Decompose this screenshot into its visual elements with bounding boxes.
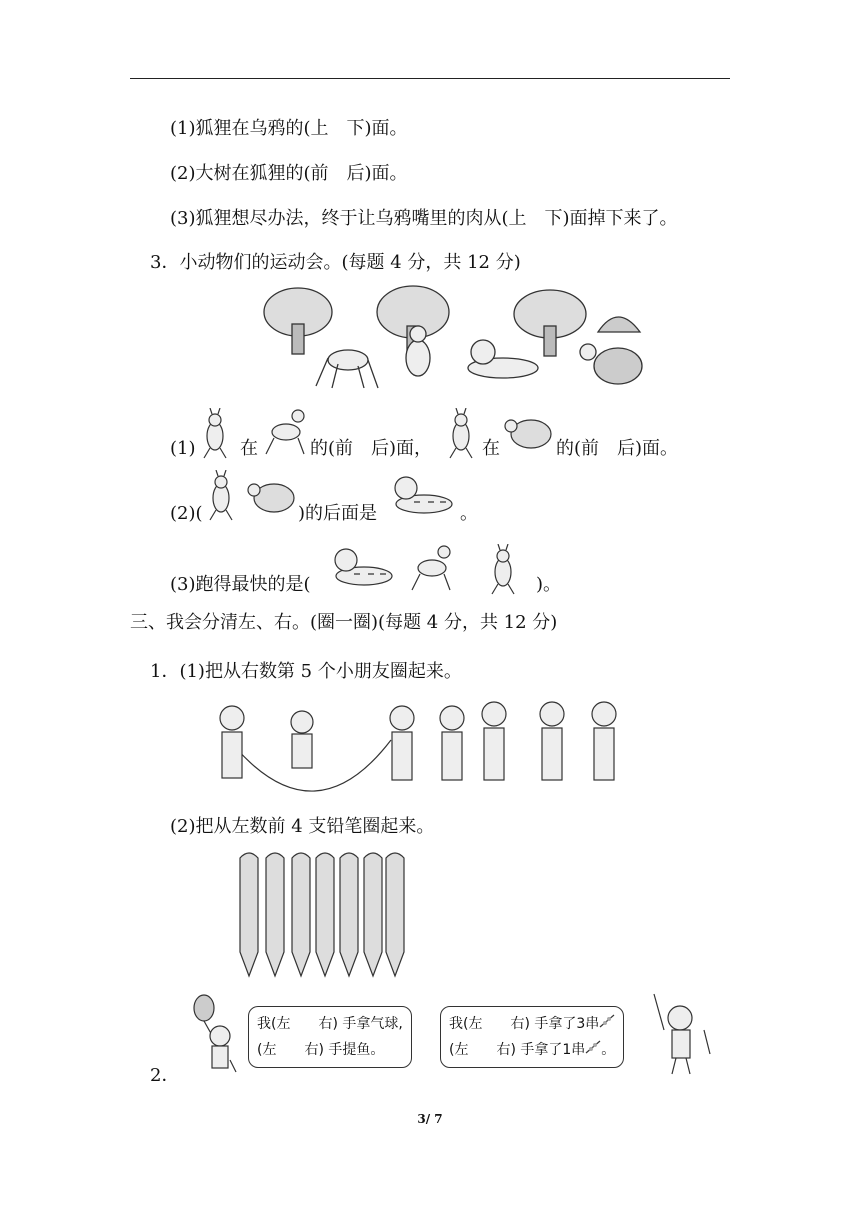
page-number: 3/ 7 — [417, 1112, 443, 1126]
skewer-icon — [599, 1014, 615, 1028]
bubble-left-line-1: 我(左 右) 手拿气球, — [257, 1016, 403, 1032]
speech-bubble-right — [440, 1006, 624, 1068]
q3-s3-end: )。 — [536, 574, 562, 595]
rabbit-icon — [486, 544, 520, 596]
q3-s2-mid: )的后面是 — [298, 503, 378, 524]
q3-s1-prefix: (1) — [170, 438, 196, 459]
section3-title: 三、我会分清左、右。(圈一圈)(每题 4 分，共 12 分) — [130, 612, 558, 633]
q3-title: 3．小动物们的运动会。(每题 4 分，共 12 分) — [150, 252, 521, 273]
q3-s3-prefix: (3)跑得最快的是( — [170, 574, 311, 595]
speech-bubble-left — [248, 1006, 412, 1068]
deer-icon — [262, 402, 310, 458]
deer-icon — [408, 538, 458, 594]
skewer-icon — [585, 1040, 601, 1054]
rabbit-icon — [444, 408, 478, 460]
q3-s1-end: 的(前 后)面。 — [556, 438, 679, 459]
pencils-picture — [236, 852, 412, 978]
section3-q1-2: (2)把从左数前 4 支铅笔圈起来。 — [170, 816, 435, 837]
q2-item-1: (1)狐狸在乌鸦的(上 下)面。 — [170, 118, 408, 139]
bubble-right-line-2: (左 右) 手拿了1串 — [449, 1042, 586, 1058]
section3-q2-label: 2． — [150, 1065, 180, 1086]
bubble-right-line-1: 我(左 右) 手拿了3串 — [449, 1016, 600, 1032]
q3-s1-mid1: 的(前 后)面， — [310, 438, 433, 459]
girl-with-balloon-picture — [190, 994, 246, 1080]
section3-q1-1: 1．(1)把从右数第 5 个小朋友圈起来。 — [150, 661, 462, 682]
bubble-right-end: 。 — [601, 1042, 616, 1058]
header-rule — [130, 78, 730, 79]
rabbit-icon — [198, 408, 232, 460]
q2-item-3: (3)狐狸想尽办法，终于让乌鸦嘴里的肉从(上 下)面掉下来了。 — [170, 208, 678, 229]
rabbit-icon — [204, 470, 238, 522]
bubble-left-line-2: (左 右) 手提鱼。 — [257, 1042, 385, 1058]
turtle-icon — [503, 410, 555, 454]
q3-s1-at1: 在 — [240, 438, 258, 459]
tiger-icon — [324, 544, 398, 592]
forest-race-picture — [258, 284, 643, 396]
boy-with-skewers-picture — [648, 990, 712, 1078]
q3-s1-at2: 在 — [482, 438, 500, 459]
q3-s2-end: 。 — [460, 503, 478, 524]
q3-s2-prefix: (2)( — [170, 503, 203, 524]
q2-item-2: (2)大树在狐狸的(前 后)面。 — [170, 163, 408, 184]
turtle-icon — [244, 474, 298, 520]
children-row-picture — [206, 698, 636, 798]
tiger-icon — [384, 472, 458, 520]
